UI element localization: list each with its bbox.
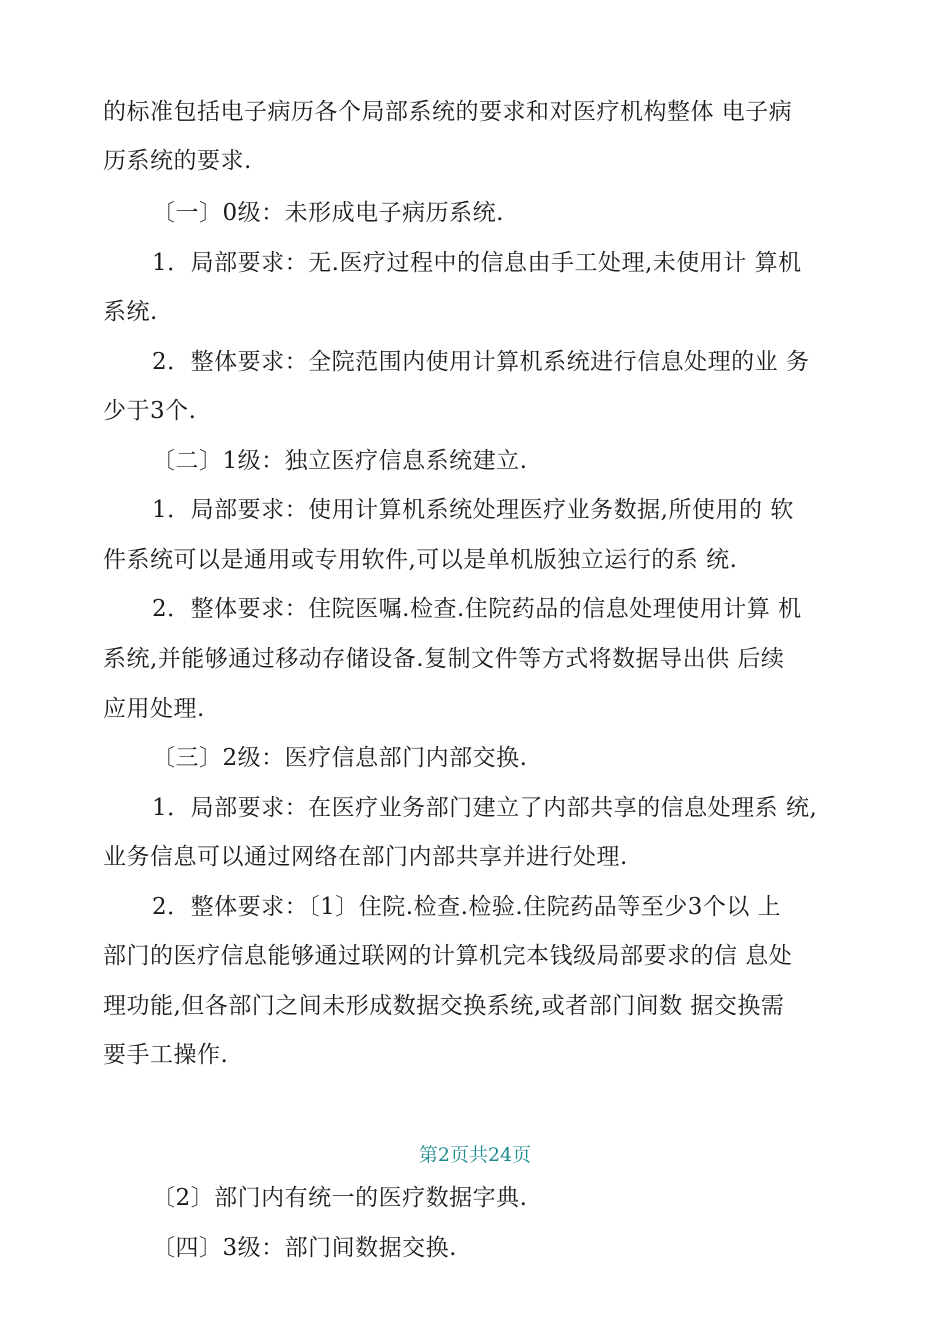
text-line: 1．局部要求：无.医疗过程中的信息由手工处理,未使用计 算机 xyxy=(152,250,802,276)
section-heading: 〔四〕3级：部门间数据交换. xyxy=(152,1235,457,1261)
text-line: 应用处理. xyxy=(103,696,205,722)
page-footer: 第2页共24页 xyxy=(418,1144,532,1166)
text-line: 系统. xyxy=(103,299,158,325)
text-line: 系统,并能够通过移动存储设备.复制文件等方式将数据导出供 后续 xyxy=(103,646,785,672)
section-heading: 〔三〕2级：医疗信息部门内部交换. xyxy=(152,745,528,771)
text-line: 件系统可以是通用或专用软件,可以是单机版独立运行的系 统. xyxy=(103,547,738,573)
section-heading: 〔一〕0级：未形成电子病历系统. xyxy=(152,200,504,226)
section-heading: 〔二〕1级：独立医疗信息系统建立. xyxy=(152,448,528,474)
text-line: 部门的医疗信息能够通过联网的计算机完本钱级局部要求的信 息处 xyxy=(103,943,793,969)
text-line: 理功能,但各部门之间未形成数据交换系统,或者部门间数 据交换需 xyxy=(103,993,785,1019)
text-line: 历系统的要求. xyxy=(103,148,252,174)
text-line: 2．整体要求：全院范围内使用计算机系统进行信息处理的业 务 xyxy=(152,349,810,375)
text-line: 业务信息可以通过网络在部门内部共享并进行处理. xyxy=(103,844,628,870)
text-line: 2．整体要求：〔1〕住院.检查.检验.住院药品等至少3个以 上 xyxy=(152,894,782,920)
text-line: 〔2〕部门内有统一的医疗数据字典. xyxy=(152,1185,528,1211)
text-line: 少于3个. xyxy=(103,398,197,424)
text-line: 1．局部要求：使用计算机系统处理医疗业务数据,所使用的 软 xyxy=(152,497,794,523)
text-line: 要手工操作. xyxy=(103,1042,229,1068)
text-line: 2．整体要求：住院医嘱.检查.住院药品的信息处理使用计算 机 xyxy=(152,596,802,622)
text-line: 的标准包括电子病历各个局部系统的要求和对医疗机构整体 电子病 xyxy=(103,99,793,125)
text-line: 1．局部要求：在医疗业务部门建立了内部共享的信息处理系 统, xyxy=(152,795,818,821)
